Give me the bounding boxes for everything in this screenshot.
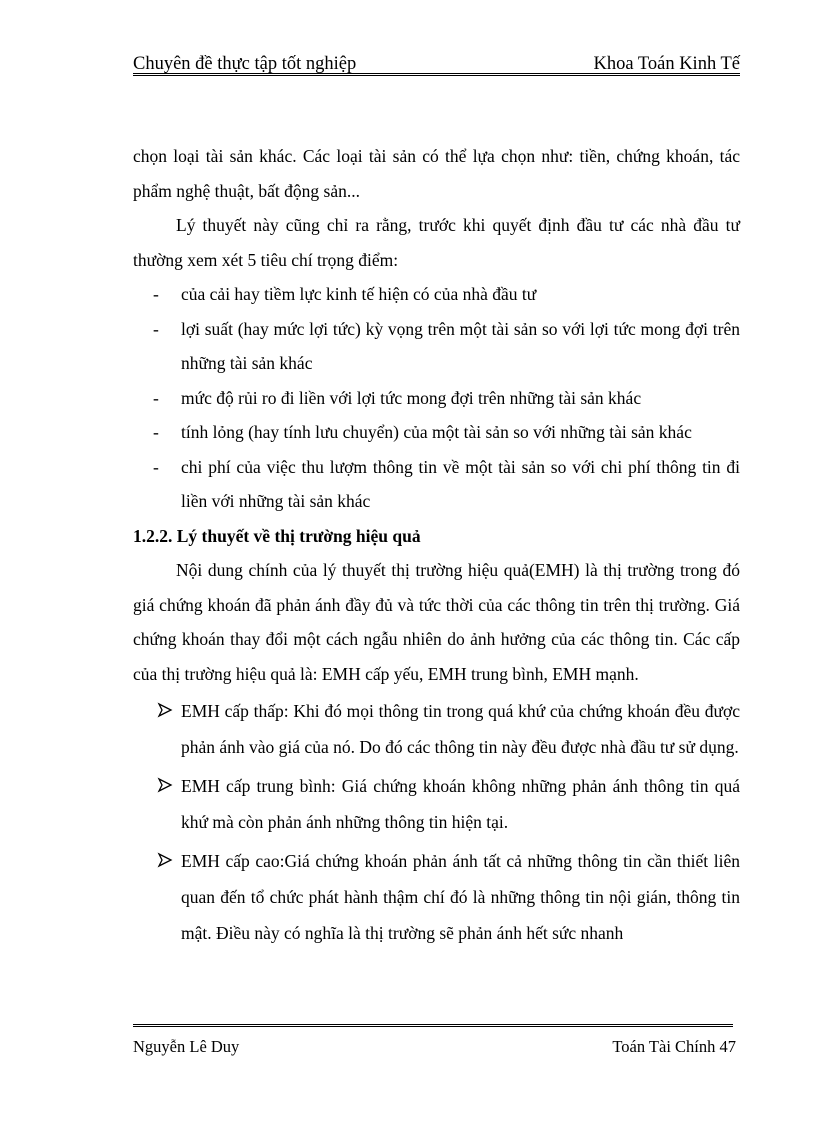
list-item [133,381,740,416]
bullet-dash: - [153,456,159,477]
paragraph-2: Lý thuyết này cũng chỉ ra rằng, trước khi quyết định đầu tư các nhà đầu tư thường xem xét 5 tiêu chí trọng điểm: [133,215,740,270]
section-heading: 1.2.2. Lý thuyết về thị trường hiệu quả [133,525,421,546]
list-item [133,693,740,765]
list-item-text: EMH cấp trung bình: Giá chứng khoán không những phản ánh thông tin quá khứ mà còn phản ánh những thông tin hiện tại. [181,776,740,832]
header-right-title: Khoa Toán Kinh Tế [593,54,740,74]
arrow-bullet-icon [157,702,173,718]
bullet-dash: - [153,318,159,339]
list-item [133,768,740,840]
document-body [133,139,740,951]
list-item [133,843,740,951]
arrow-bullet-icon [157,852,173,868]
bullet-dash: - [153,284,159,304]
bullet-dash: - [153,422,159,442]
footer-divider [133,1024,733,1027]
header-left-title: Chuyên đề thực tập tốt nghiệp [133,54,357,74]
bullet-dash: - [153,387,159,408]
list-item [133,277,740,312]
list-item-text: chi phí của việc thu lượm thông tin về một tài sản so với chi phí thông tin đi liền với những tài sản khác [181,456,740,511]
list-item-text: EMH cấp cao:Giá chứng khoán phản ánh tất cả những thông tin cần thiết liên quan đến tổ chức phát hành thậm chí đó là những thông tin nội gián, thông tin mật. Điều này có nghĩa là thị trường sẽ phản ánh hết sức nhanh [181,851,740,943]
list-item-text: tính lỏng (hay tính lưu chuyển) của một tài sản so với những tài sản khác [181,422,692,442]
arrow-bullet-icon [157,777,173,793]
list-item-text: của cải hay tiềm lực kinh tế hiện có của nhà đầu tư [181,284,537,304]
paragraph-1: chọn loại tài sản khác. Các loại tài sản có thể lựa chọn như: tiền, chứng khoán, tác phẩm nghệ thuật, bất động sản... [133,146,740,201]
list-item-text: lợi suất (hay mức lợi tức) kỳ vọng trên một tài sản so với lợi tức mong đợi trên những tài sản khác [181,318,740,373]
list-item-text: EMH cấp thấp: Khi đó mọi thông tin trong quá khứ của chứng khoán đều được phản ánh vào giá của nó. Do đó các thông tin này đều được nhà đầu tư sử dụng. [181,701,740,757]
page-footer [133,1035,740,1059]
list-item [133,450,740,519]
paragraph-3: Nội dung chính của lý thuyết thị trường hiệu quả(EMH) là thị trường trong đó giá chứng khoán đã phản ánh đầy đủ và tức thời của các thông tin trên thị trường. Giá chứng khoán thay đổi một cách ngẫu nhiên do ảnh hưởng của các thông tin. Các cấp của thị trường hiệu quả là: EMH cấp yếu, EMH trung bình, EMH mạnh. [133,560,740,684]
footer-page-label: Toán Tài Chính 47 [612,1037,736,1056]
header-divider [133,73,740,76]
list-item [133,312,740,381]
footer-author: Nguyễn Lê Duy [133,1037,240,1056]
list-item [133,415,740,450]
list-item-text: mức độ rủi ro đi liền với lợi tức mong đợi trên những tài sản khác [181,387,642,408]
